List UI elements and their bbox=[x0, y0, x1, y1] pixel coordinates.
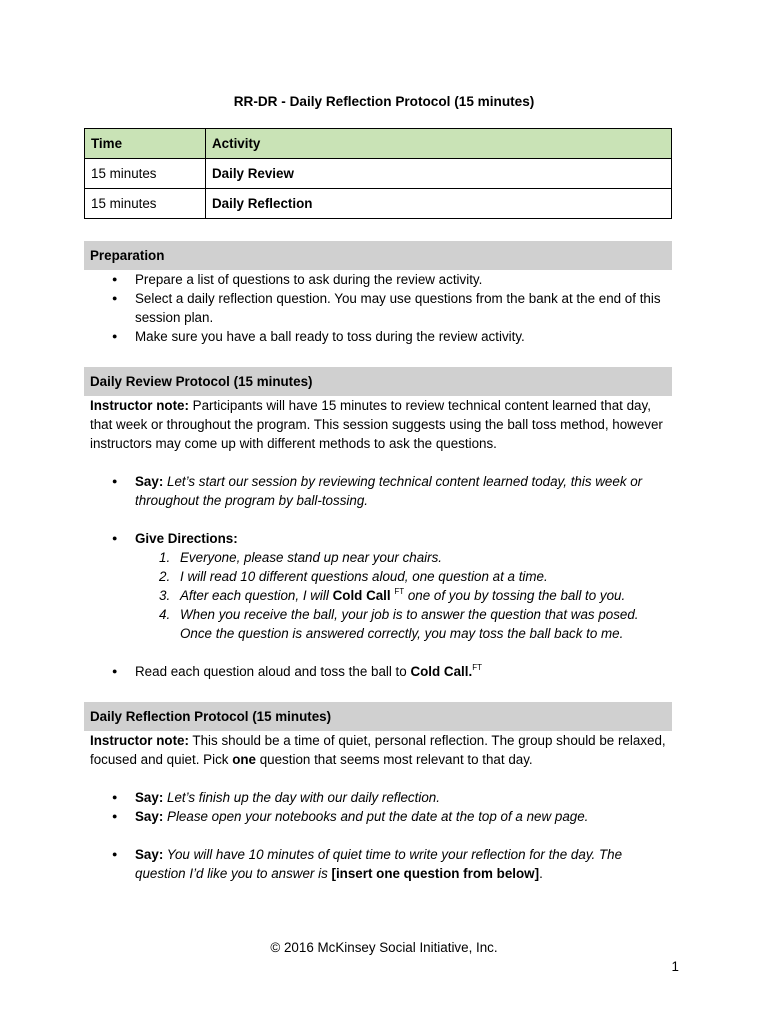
say-label: Say: bbox=[135, 474, 164, 489]
say-label: Say: bbox=[135, 847, 164, 862]
ft-superscript: FT bbox=[472, 663, 482, 672]
say-text: Let’s finish up the day with our daily reflection. bbox=[163, 790, 440, 805]
direction-step bbox=[84, 586, 672, 605]
list-item bbox=[84, 662, 672, 681]
cold-call-term: Cold Call bbox=[332, 588, 391, 603]
say-label: Say: bbox=[135, 790, 164, 805]
row-time: 15 minutes bbox=[85, 189, 206, 219]
step-text: I will read 10 different questions aloud, one question at a time. bbox=[180, 569, 548, 584]
note-label: Instructor note: bbox=[90, 398, 189, 413]
step-number: 4. bbox=[159, 607, 171, 622]
list-item: ● Select a daily reflection question. You may use questions from the bank at the end of this session plan. bbox=[84, 289, 672, 327]
preparation-heading: Preparation bbox=[84, 241, 672, 270]
table-row bbox=[85, 189, 672, 219]
table-header-row bbox=[85, 129, 672, 159]
ft-superscript: FT bbox=[394, 587, 405, 596]
row-activity: Daily Review bbox=[206, 159, 672, 189]
list-item: ● Prepare a list of questions to ask during the review activity. bbox=[84, 270, 672, 289]
say-label: Say: bbox=[135, 809, 164, 824]
row-activity: Daily Reflection bbox=[206, 189, 672, 219]
list-item bbox=[84, 845, 672, 883]
step-text-pre: After each question, I will bbox=[180, 588, 333, 603]
say-end: . bbox=[539, 866, 543, 881]
step-number: 1. bbox=[159, 550, 171, 565]
note-text-pre: This should be a time of quiet, personal reflection. The group should be relaxed, focused and quiet. Pick bbox=[90, 733, 666, 767]
list-item bbox=[84, 529, 672, 548]
cold-call-term: Cold Call. bbox=[410, 664, 473, 679]
note-text-post: question that seems most relevant to that day. bbox=[256, 752, 533, 767]
schedule-table bbox=[84, 128, 672, 219]
preparation-section bbox=[84, 241, 672, 346]
list-item: ● Make sure you have a ball ready to toss during the review activity. bbox=[84, 327, 672, 346]
row-time: 15 minutes bbox=[85, 159, 206, 189]
say-text: Let’s start our session by reviewing technical content learned today, this week or throughout the program by ball-tossing. bbox=[135, 474, 643, 508]
review-read-list bbox=[84, 662, 672, 681]
reflection-list bbox=[84, 788, 672, 826]
read-text: Read each question aloud and toss the ball to bbox=[135, 664, 411, 679]
step-text: When you receive the ball, your job is to answer the question that was posed. Once the question is answered correctly, you may toss the ball back to me. bbox=[180, 607, 639, 641]
say-text: Please open your notebooks and put the date at the top of a new page. bbox=[163, 809, 589, 824]
reflection-instructor-note bbox=[84, 731, 672, 769]
directions-steps bbox=[84, 548, 672, 643]
list-item bbox=[84, 788, 672, 807]
reflection-heading: Daily Reflection Protocol (15 minutes) bbox=[84, 702, 672, 731]
say-text: You will have 10 minutes of quiet time to write your reflection for the day. The question I’d like you to answer is bbox=[135, 847, 623, 881]
reflection-section bbox=[84, 702, 672, 883]
note-label: Instructor note: bbox=[90, 733, 189, 748]
note-emphasis: one bbox=[232, 752, 256, 767]
header-time: Time bbox=[85, 129, 206, 159]
direction-step bbox=[84, 605, 672, 643]
insert-question-placeholder: [insert one question from below] bbox=[331, 866, 540, 881]
step-text-post: one of you by tossing the ball to you. bbox=[404, 588, 626, 603]
review-heading: Daily Review Protocol (15 minutes) bbox=[84, 367, 672, 396]
page-number: 1 bbox=[671, 959, 679, 974]
directions-list bbox=[84, 529, 672, 548]
review-section bbox=[84, 367, 672, 681]
direction-step bbox=[84, 567, 672, 586]
directions-label: Give Directions: bbox=[135, 531, 238, 546]
review-instructor-note bbox=[84, 396, 672, 453]
step-number: 3. bbox=[159, 588, 171, 603]
reflection-list-2 bbox=[84, 845, 672, 883]
step-text: Everyone, please stand up near your chairs. bbox=[180, 550, 443, 565]
note-text: Participants will have 15 minutes to review technical content learned that day, that week or throughout the program. This session suggests using the ball toss method, however instructors may come up with different methods to ask the questions. bbox=[90, 398, 663, 451]
list-item bbox=[84, 472, 672, 510]
step-number: 2. bbox=[159, 569, 171, 584]
list-item bbox=[84, 807, 672, 826]
direction-step bbox=[84, 548, 672, 567]
copyright-footer: © 2016 McKinsey Social Initiative, Inc. bbox=[270, 940, 498, 955]
review-list bbox=[84, 472, 672, 510]
preparation-list bbox=[84, 270, 672, 346]
table-row bbox=[85, 159, 672, 189]
document-title: RR-DR - Daily Reflection Protocol (15 minutes) bbox=[233, 94, 535, 109]
header-activity: Activity bbox=[206, 129, 672, 159]
